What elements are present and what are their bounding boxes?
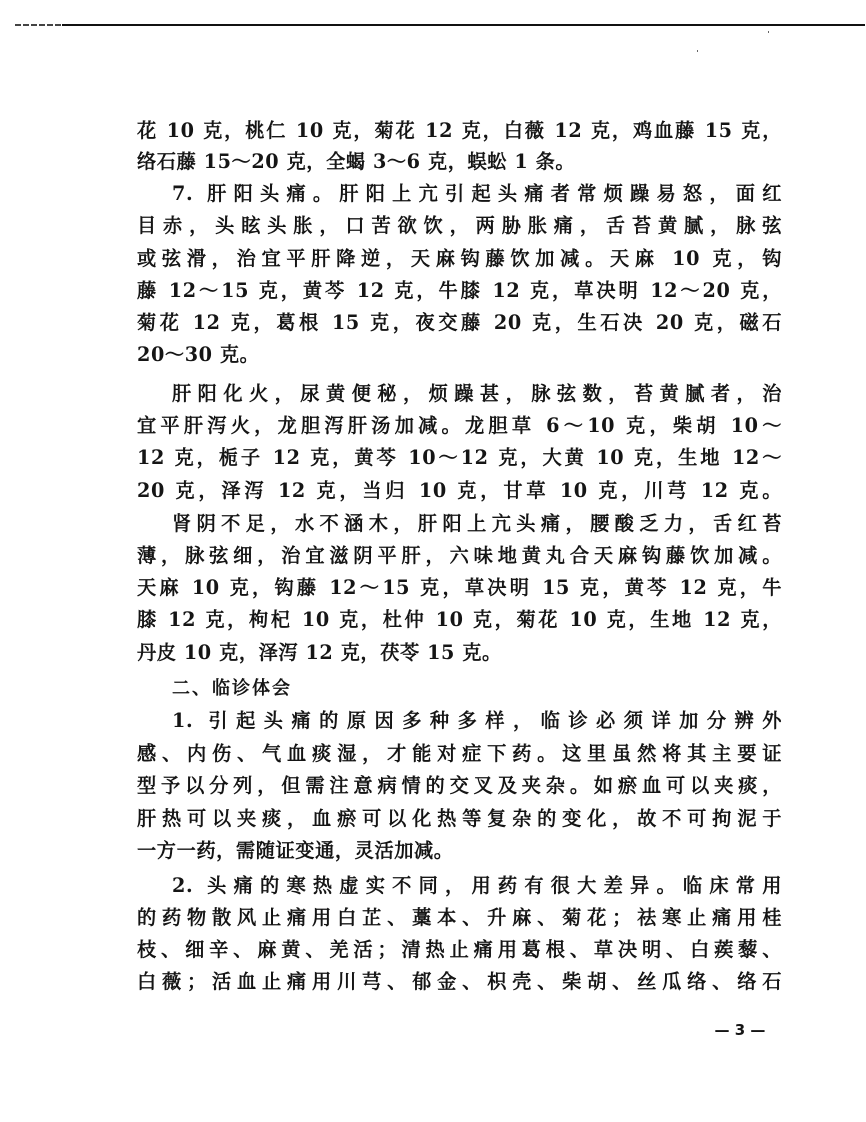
text-line: 7. 肝阳头痛。肝阳上亢引起头痛者常烦躁易怒，面红 — [172, 182, 782, 205]
text-line: 菊花 12 克，葛根 15 克，夜交藤 20 克，生石决 20 克，磁石 — [137, 311, 782, 334]
text-line: 肝阳化火，尿黄便秘，烦躁甚，脉弦数，苔黄腻者，治 — [172, 382, 782, 405]
text-line: 花 10 克，桃仁 10 克，菊花 12 克，白薇 12 克，鸡血藤 15 克， — [137, 119, 782, 142]
section-heading: 二、临诊体会 — [172, 678, 292, 699]
text-line: 膝 12 克，枸杞 10 克，杜仲 10 克，菊花 10 克，生地 12 克， — [137, 608, 782, 631]
text-line: 白薇；活血止痛用川芎、郁金、枳壳、柴胡、丝瓜络、络石 — [137, 970, 782, 993]
text-line: 20～30 克。 — [137, 343, 260, 366]
text-line: 枝、细辛、麻黄、羌活；清热止痛用葛根、草决明、白蒺藜、 — [137, 938, 782, 961]
text-line: 2. 头痛的寒热虚实不同，用药有很大差异。临床常用 — [172, 874, 782, 897]
text-line: 肾阴不足，水不涵木，肝阳上亢头痛，腰酸乏力，舌红苔 — [172, 512, 782, 535]
text-line: 感、内伤、气血痰湿，才能对症下药。这里虽然将其主要证 — [137, 742, 782, 765]
text-line: 型予以分列，但需注意病情的交叉及夹杂。如瘀血可以夹痰， — [137, 774, 782, 797]
text-line: 1. 引起头痛的原因多种多样，临诊必须详加分辨外 — [172, 709, 782, 732]
text-line: 藤 12～15 克，黄芩 12 克，牛膝 12 克，草决明 12～20 克， — [137, 279, 782, 302]
text-line: 宜平肝泻火，龙胆泻肝汤加减。龙胆草 6～10 克，柴胡 10～ — [137, 414, 782, 437]
text-line: 12 克，栀子 12 克，黄芩 10～12 克，大黄 10 克，生地 12～ — [137, 446, 782, 469]
text-line: 20 克，泽泻 12 克，当归 10 克，甘草 10 克，川芎 12 克。 — [137, 479, 782, 502]
text-line: 天麻 10 克，钩藤 12～15 克，草决明 15 克，黄芩 12 克，牛 — [137, 576, 782, 599]
text-line: 的药物散风止痛用白芷、藁本、升麻、菊花；祛寒止痛用桂 — [137, 906, 782, 929]
page-number: — 3 — — [714, 1021, 766, 1039]
text-line: 丹皮 10 克，泽泻 12 克，茯苓 15 克。 — [137, 641, 502, 664]
text-line: 目赤，头眩头胀，口苦欲饮，两胁胀痛，舌苔黄腻，脉弦 — [137, 214, 782, 237]
text-line: 络石藤 15～20 克，全蝎 3～6 克，蜈蚣 1 条。 — [137, 150, 576, 173]
text-line: 或弦滑，治宜平肝降逆，天麻钩藤饮加减。天麻 10 克，钩 — [137, 247, 782, 270]
text-line: 一方一药，需随证变通，灵活加减。 — [137, 839, 454, 862]
text-line: 肝热可以夹痰，血瘀可以化热等复杂的变化，故不可拘泥于 — [137, 807, 782, 830]
text-line: 薄，脉弦细，治宜滋阴平肝，六味地黄丸合天麻钩藤饮加减。 — [137, 544, 782, 567]
